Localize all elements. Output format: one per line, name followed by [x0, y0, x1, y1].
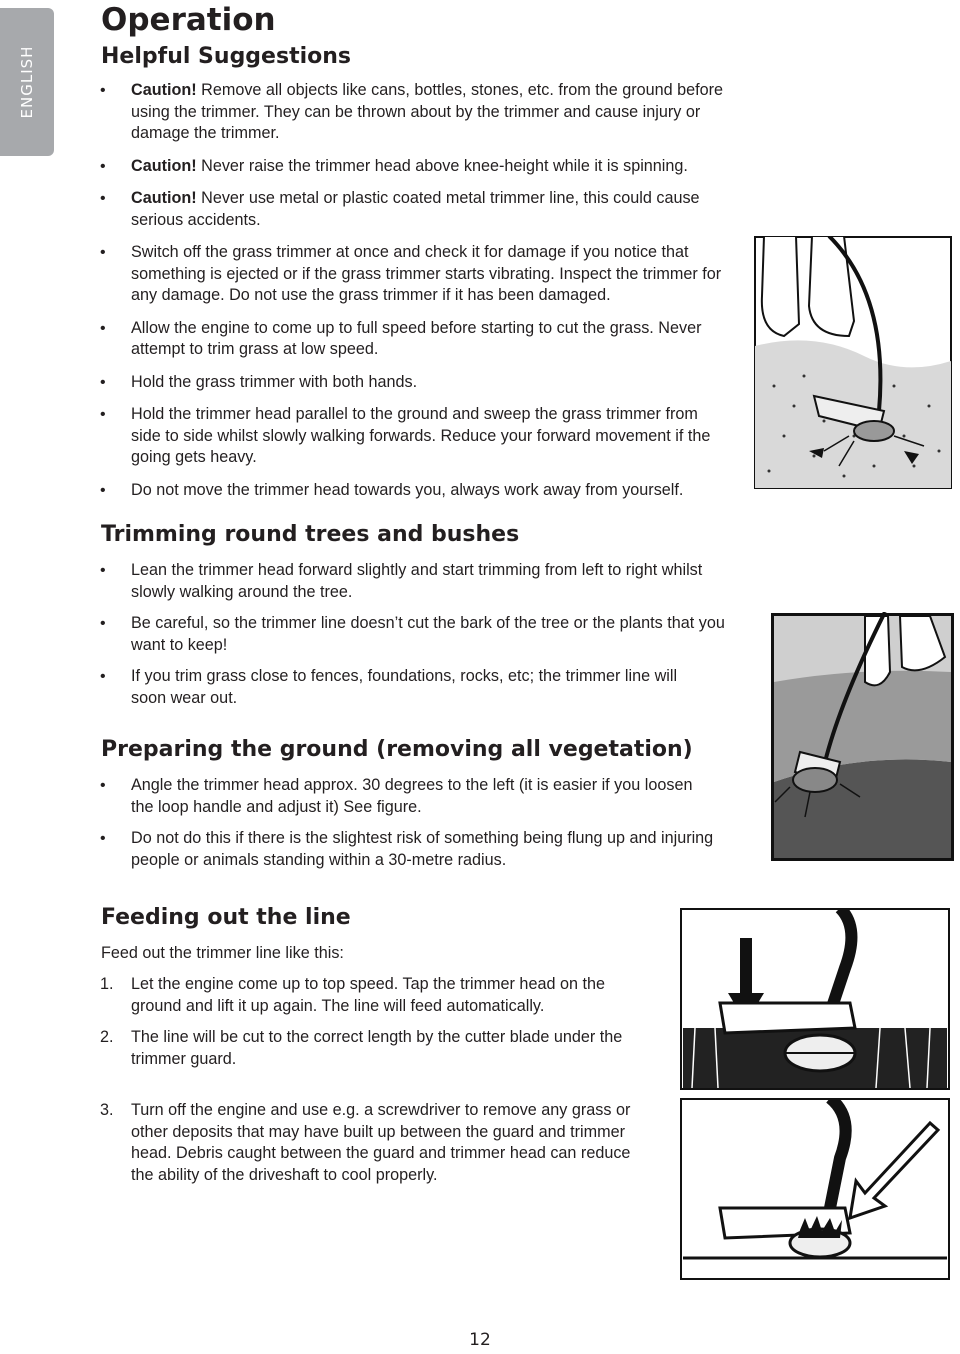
list-item [100, 480, 751, 502]
step-text: The line will be cut to the correct length by the cutter blade under the trimmer guard. [131, 1028, 623, 1068]
trees-list [100, 560, 735, 709]
language-tab-label: ENGLISH [18, 45, 36, 119]
figure-trimmer-use [754, 236, 952, 489]
figure-clean-debris [680, 1098, 950, 1280]
list-item-text: Hold the trimmer head parallel to the ground and sweep the grass trimmer from side to side whilst slowly walking forwards. Reduce your forward movement if the going gets heavy. [131, 405, 711, 466]
step-number: 1. [100, 975, 114, 993]
list-item-text: Allow the engine to come up to full speed before starting to cut the grass. Never attempt to trim grass at low speed. [131, 318, 702, 358]
feed-line-tap-illustration [680, 908, 950, 1090]
heading-preparing-ground: Preparing the ground (removing all vegetation) [101, 737, 693, 762]
heading-trimming-trees: Trimming round trees and bushes [101, 522, 520, 547]
list-item: • If you trim grass close to fences, foundations, rocks, etc; the trimmer line will soon wear out. [100, 666, 716, 709]
trimmer-use-illustration [754, 236, 952, 489]
caution-label: Caution! [131, 189, 197, 207]
heading-feeding-line: Feeding out the line [101, 905, 351, 930]
figure-trimming-trees [770, 612, 955, 862]
list-item-text: Do not move the trimmer head towards you, always work away from yourself. [131, 480, 684, 499]
caution-label: Caution! [131, 156, 197, 175]
step-item [100, 1027, 651, 1070]
heading-helpful-suggestions: Helpful Suggestions [101, 44, 352, 69]
page-number: 12 [469, 1330, 491, 1350]
list-item-text: Hold the grass trimmer with both hands. [131, 372, 418, 391]
list-item: • Be careful, so the trimmer line doesn’t cut the bark of the tree or the plants that you want to keep! [100, 613, 731, 656]
feeding-steps [100, 974, 660, 1186]
step-item [100, 1100, 651, 1186]
list-item: • Lean the trimmer head forward slightly and start trimming from left to right whilst slowly walking around the tree. [100, 560, 721, 603]
language-tab [0, 8, 54, 156]
list-item [100, 404, 726, 469]
list-item [100, 242, 736, 307]
list-item: • Angle the trimmer head approx. 30 degrees to the left (it is easier if you loosen the loop handle and adjust it) See figure. [100, 775, 716, 818]
list-item-text: Never use metal or plastic coated metal trimmer line, this could cause serious accidents. [131, 189, 700, 229]
helpful-list [100, 80, 740, 501]
list-item: • Do not do this if there is the slightest risk of something being flung up and injuring people or animals standing within a 30-metre radius. [100, 828, 731, 871]
list-item [100, 80, 729, 145]
step-item [100, 974, 651, 1017]
list-item [100, 372, 740, 394]
list-item [100, 188, 729, 231]
feeding-intro: Feed out the trimmer line like this: [101, 944, 344, 962]
list-item-text: Remove all objects like cans, bottles, stones, etc. from the ground before using the trimmer. They can be thrown about by the trimmer and cause injury or damage the trimmer. [131, 81, 724, 142]
page-title: Operation [101, 2, 276, 38]
figure-feed-line-tap [680, 908, 950, 1090]
list-item-text: Never raise the trimmer head above knee-height while it is spinning. [196, 156, 688, 175]
caution-label: Caution! [131, 81, 197, 99]
ground-list [100, 775, 735, 871]
step-text: Let the engine come up to top speed. Tap the trimmer head on the ground and lift it up again. The line will feed automatically. [131, 975, 605, 1015]
list-item [100, 156, 740, 178]
step-number: 3. [100, 1101, 114, 1119]
list-item-text: Switch off the grass trimmer at once and check it for damage if you notice that something is ejected or if the grass trimmer starts vibrating. Inspect the trimmer for any damage. Do not use the grass trimmer if it has been damaged. [131, 243, 722, 304]
step-text: Turn off the engine and use e.g. a screwdriver to remove any grass or other deposits that may have built up between the guard and trimmer head. Debris caught between the guard and trimmer head can reduce the ability of the driveshaft to cool properly. [131, 1101, 631, 1184]
step-number: 2. [100, 1028, 114, 1046]
trimming-trees-illustration [770, 612, 955, 862]
list-item [100, 318, 726, 361]
clean-debris-illustration [680, 1098, 950, 1280]
